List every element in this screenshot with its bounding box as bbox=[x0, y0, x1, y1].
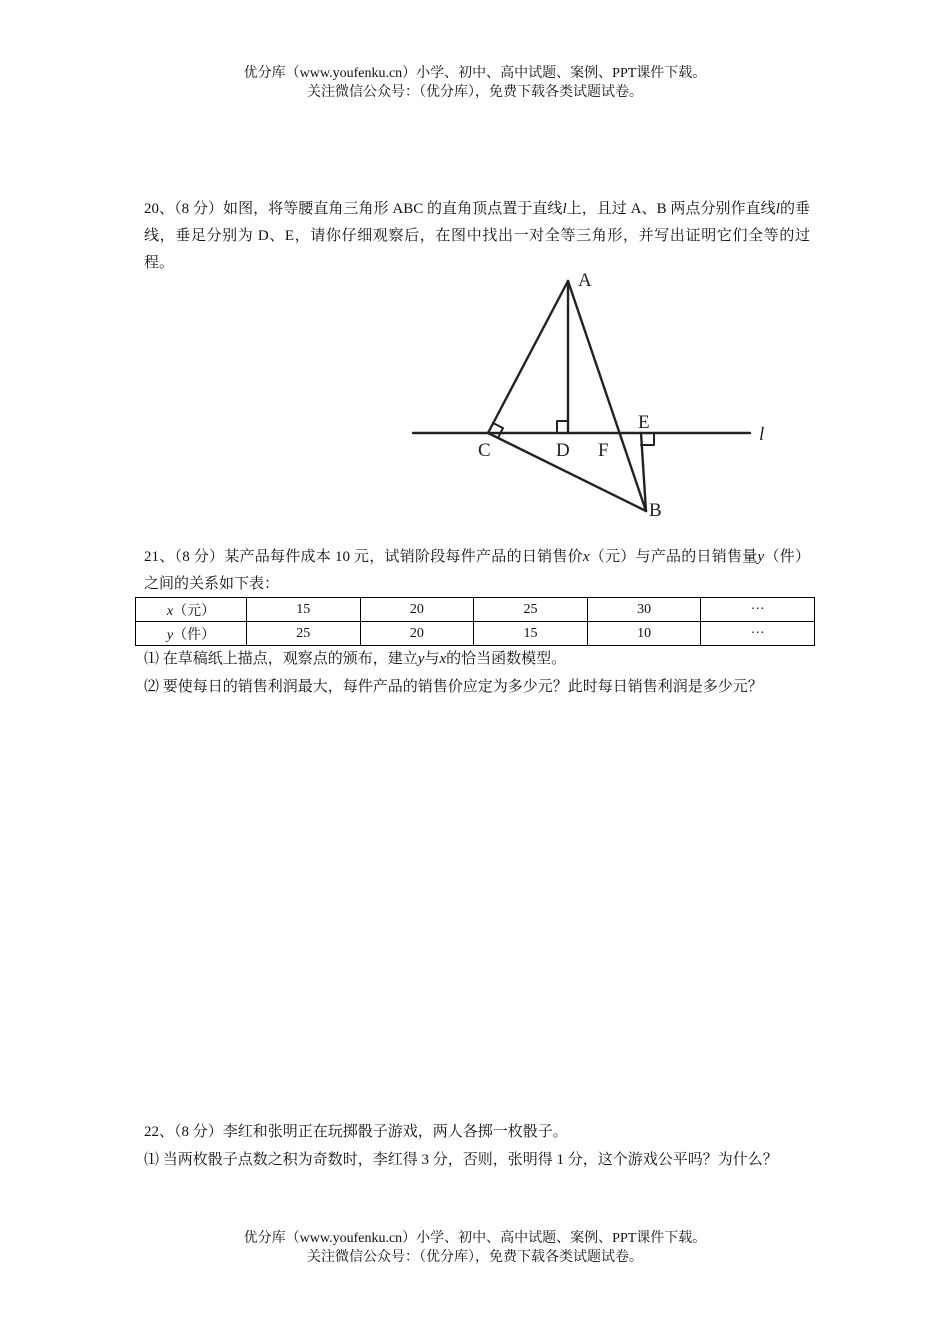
page-header bbox=[0, 64, 950, 102]
question-21 bbox=[144, 544, 810, 598]
q20-text-c: 的垂线，垂足分别为 D、E，请你仔细观察后，在图中找出一对全等三角形，并写出证明它们全等的过程。 bbox=[144, 201, 810, 271]
footer-line-1: 优分库（www.youfenku.cn）小学、初中、高中试题、案例、PPT课件下载。 bbox=[243, 1231, 707, 1246]
label-f: F bbox=[598, 440, 609, 461]
header-line-1: 优分库（www.youfenku.cn）小学、初中、高中试题、案例、PPT课件下载。 bbox=[243, 66, 707, 81]
page-footer bbox=[0, 1229, 950, 1267]
table-cell: 25 bbox=[247, 622, 361, 646]
table-cell: 25 bbox=[474, 598, 588, 622]
header-line-2: 关注微信公众号：（优分库），免费下载各类试题试卷。 bbox=[307, 85, 643, 100]
segment-ca bbox=[488, 281, 568, 433]
q21-var-y: y bbox=[757, 549, 765, 565]
row-y-header: y（件） bbox=[136, 622, 247, 646]
question-20 bbox=[144, 196, 810, 277]
table-row-x bbox=[136, 598, 815, 622]
table-cell: 10 bbox=[587, 622, 701, 646]
label-l: l bbox=[759, 424, 765, 445]
table-cell: 15 bbox=[247, 598, 361, 622]
label-d: D bbox=[556, 440, 570, 461]
table-cell: 30 bbox=[587, 598, 701, 622]
q20-var-l: l bbox=[562, 201, 567, 217]
question-22: 22、（8 分）李红和张明正在玩掷骰子游戏，两人各掷一枚骰子。 bbox=[144, 1124, 568, 1140]
q21-var-x: x bbox=[582, 549, 590, 565]
triangle-figure bbox=[410, 268, 770, 524]
label-b: B bbox=[649, 500, 662, 521]
table-cell: 20 bbox=[360, 598, 474, 622]
q21-text-c: （件）之间的关系如下表： bbox=[144, 549, 810, 592]
question-22-part-1: ⑴ 当两枚骰子点数之积为奇数时，李红得 3 分，否则，张明得 1 分，这个游戏公平吗？为什么？ bbox=[144, 1152, 778, 1168]
table-cell: ··· bbox=[701, 622, 815, 646]
label-e: E bbox=[638, 412, 650, 433]
q20-text-a: 20、（8 分）如图，将等腰直角三角形 ABC 的直角顶点置于直线 bbox=[144, 201, 563, 217]
question-21-part-2: ⑵ 要使每日的销售利润最大，每件产品的销售价应定为多少元？此时每日销售利润是多少元？ bbox=[144, 679, 763, 695]
table-row-y bbox=[136, 622, 815, 646]
segment-ab bbox=[568, 281, 646, 511]
table-cell: ··· bbox=[701, 598, 815, 622]
q20-text-b: 上，且过 A、B 两点分别作直线 bbox=[566, 201, 776, 217]
row-x-header: x（元） bbox=[136, 598, 247, 622]
label-c: C bbox=[478, 440, 491, 461]
q20-var-l-2: l bbox=[775, 201, 780, 217]
q21-text-a: 21、（8 分）某产品每件成本 10 元，试销阶段每件产品的日销售价 bbox=[144, 549, 583, 565]
right-angle-e bbox=[641, 433, 654, 445]
price-sales-table bbox=[135, 597, 815, 646]
footer-line-2: 关注微信公众号：（优分库），免费下载各类试题试卷。 bbox=[307, 1250, 643, 1265]
table-cell: 20 bbox=[360, 622, 474, 646]
q21-text-b: （元）与产品的日销售量 bbox=[589, 549, 758, 565]
right-angle-d bbox=[557, 421, 568, 433]
question-21-part-1: ⑴ 在草稿纸上描点，观察点的颁布，建立y与x的恰当函数模型。 bbox=[144, 651, 567, 667]
table-cell: 15 bbox=[474, 622, 588, 646]
label-a: A bbox=[578, 270, 592, 291]
